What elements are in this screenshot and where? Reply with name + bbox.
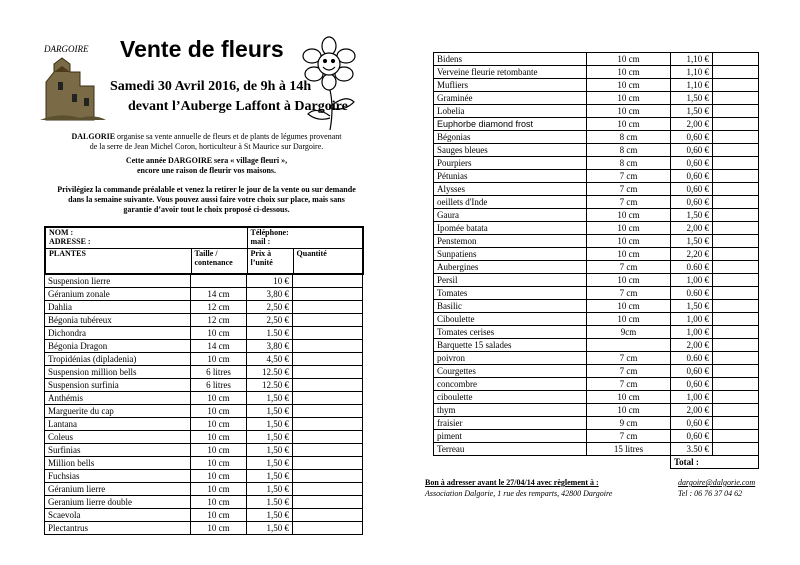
plant-name: Basilic [434,300,587,313]
plant-name: oeillets d'Inde [434,196,587,209]
quantity-cell[interactable] [293,457,363,470]
plant-size: 10 cm [191,392,247,405]
plant-price: 0,60 € [671,170,713,183]
quantity-cell[interactable] [713,222,759,235]
plant-price: 1,50 € [671,209,713,222]
plant-size: 10 cm [191,353,247,366]
plant-price: 0,60 € [671,196,713,209]
logo-text: DARGOIRE [44,44,89,54]
col-taille: Taille / contenance [191,249,247,275]
contact-email-link[interactable]: dargoire@dalgorie.com [678,478,756,487]
plant-size: 10 cm [587,222,671,235]
quantity-cell[interactable] [713,313,759,326]
table-row [45,405,363,418]
plant-price: 2,00 € [671,118,713,131]
plant-price: 1,50 € [247,483,293,496]
plant-size: 10 cm [191,418,247,431]
quantity-cell[interactable] [713,53,759,66]
quantity-cell[interactable] [713,144,759,157]
quantity-cell[interactable] [293,288,363,301]
quantity-cell[interactable] [713,365,759,378]
contact-field[interactable] [247,227,363,249]
footer-instructions: Bon à adresser avant le 27/04/14 avec règlement à : [425,478,599,487]
plant-size: 10 cm [191,470,247,483]
telephone-label: Téléphone: [250,228,289,237]
table-row [434,170,759,183]
col-plantes: PLANTES [45,249,191,275]
plant-name: Alysses [434,183,587,196]
quantity-cell[interactable] [293,392,363,405]
quantity-cell[interactable] [713,300,759,313]
plant-price: 12.50 € [247,366,293,379]
quantity-cell[interactable] [293,301,363,314]
intro-text-1a: organise sa vente annuelle de fleurs et de plants de légumes provenant [115,132,342,141]
plant-size: 12 cm [191,301,247,314]
plant-size: 10 cm [587,118,671,131]
table-row [45,301,363,314]
plant-name: Suspension surfinia [45,379,191,392]
plant-price: 0.60 € [671,261,713,274]
plant-size: 7 cm [587,183,671,196]
table-row [434,131,759,144]
plant-name: Suspension lierre [45,275,191,288]
plant-name: Ciboulette [434,313,587,326]
plant-name: concombre [434,378,587,391]
plant-size: 10 cm [191,431,247,444]
table-row [45,483,363,496]
plant-size: 7 cm [587,365,671,378]
plant-price: 0.60 € [671,352,713,365]
plant-name: Bégonia Dragon [45,340,191,353]
quantity-cell[interactable] [713,183,759,196]
plant-name: piment [434,430,587,443]
quantity-cell[interactable] [293,496,363,509]
plant-price: 0,60 € [671,144,713,157]
plant-size: 7 cm [587,430,671,443]
table-row [434,352,759,365]
plant-size: 14 cm [191,288,247,301]
plant-name: Terreau [434,443,587,456]
quantity-cell[interactable] [293,509,363,522]
table-row [434,430,759,443]
plant-size: 6 litres [191,366,247,379]
table-row [434,183,759,196]
plant-name: Euphorbe diamond frost [434,118,587,131]
plant-price: 1,50 € [671,300,713,313]
plant-name: Scaevola [45,509,191,522]
plant-size: 10 cm [587,92,671,105]
plant-name: Lantana [45,418,191,431]
plant-name: Bégonia tubéreux [45,314,191,327]
plant-price: 2,00 € [671,339,713,352]
plant-price: 4,50 € [247,353,293,366]
plant-size: 15 litres [587,443,671,456]
plant-price: 1,50 € [247,418,293,431]
intro-paragraph [44,132,369,152]
plant-size: 10 cm [191,496,247,509]
plant-size: 10 cm [587,274,671,287]
table-row [434,287,759,300]
plant-size: 8 cm [587,157,671,170]
plant-price: 1,50 € [247,444,293,457]
plant-price: 2,20 € [671,248,713,261]
intro-text-2b: encore une raison de fleurir vos maisons. [136,166,277,175]
table-row [45,470,363,483]
plant-size: 10 cm [587,53,671,66]
plant-size: 10 cm [191,457,247,470]
quantity-cell[interactable] [713,248,759,261]
table-row [45,418,363,431]
plant-price: 0,60 € [671,157,713,170]
quantity-cell[interactable] [293,353,363,366]
intro-text-3b: dans la semaine suivante. Vous pouvez aussi faire votre choix sur place, mais sans [68,195,345,204]
plant-price: 3,80 € [247,340,293,353]
total-field[interactable]: Total : [671,456,759,469]
table-row [45,509,363,522]
plant-price: 1,50 € [247,457,293,470]
plant-price: 1,50 € [247,522,293,535]
plant-price: 1,50 € [247,431,293,444]
plant-name: poivron [434,352,587,365]
table-row [434,391,759,404]
quantity-cell[interactable] [713,118,759,131]
quantity-cell[interactable] [713,92,759,105]
table-row [434,118,759,131]
intro-text-3c: garantie d’avoir tout le choix proposé ci-dessous. [123,205,290,214]
table-row [45,288,363,301]
plant-name: Lobelia [434,105,587,118]
quantity-cell[interactable] [293,366,363,379]
nom-label: NOM : [49,228,74,237]
plant-name: Suspension million bells [45,366,191,379]
plant-price: 0,60 € [671,365,713,378]
quantity-cell[interactable] [713,417,759,430]
plant-size: 7 cm [587,170,671,183]
plant-name: Anthémis [45,392,191,405]
table-row [434,209,759,222]
plant-size: 7 cm [587,261,671,274]
plant-name: Dichondra [45,327,191,340]
quantity-cell[interactable] [713,378,759,391]
table-row [434,326,759,339]
table-row [45,379,363,392]
table-row [434,378,759,391]
plant-name: Pétunias [434,170,587,183]
intro-text-3a: Privilégiez la commande préalable et venez la retirer le jour de la vente ou sur demande [57,185,356,194]
plant-name: ciboulette [434,391,587,404]
plant-size: 7 cm [587,378,671,391]
plant-name: fraisier [434,417,587,430]
plant-size: 6 litres [191,379,247,392]
quantity-cell[interactable] [713,352,759,365]
plant-size: 10 cm [191,327,247,340]
plant-price: 1,50 € [671,92,713,105]
left-price-table [44,274,363,535]
table-row [45,366,363,379]
plant-name: Gaura [434,209,587,222]
table-row [434,66,759,79]
table-row [434,105,759,118]
plant-name: Dahlia [45,301,191,314]
contact-phone: Tel : 06 76 37 04 62 [678,489,743,498]
quantity-cell[interactable] [293,340,363,353]
plant-price: 3,80 € [247,288,293,301]
page-title: Vente de fleurs [120,36,284,62]
org-name: DALGORIE [71,132,116,141]
plant-price: 12.50 € [247,379,293,392]
name-address-field[interactable] [45,227,247,249]
plant-size: 10 cm [587,404,671,417]
plant-size: 8 cm [587,131,671,144]
plant-name: Bégonias [434,131,587,144]
plant-price: 1,10 € [671,79,713,92]
plant-size: 12 cm [191,314,247,327]
quantity-cell[interactable] [293,275,363,288]
table-row [434,417,759,430]
plant-name: Pourpiers [434,157,587,170]
quantity-cell[interactable] [293,522,363,535]
table-row [434,261,759,274]
plant-size: 7 cm [587,287,671,300]
mail-label: mail : [250,237,271,246]
plant-size: 10 cm [191,483,247,496]
plant-size: 9 cm [587,417,671,430]
table-row [434,92,759,105]
quantity-cell[interactable] [713,430,759,443]
table-row [434,300,759,313]
plant-price: 1,00 € [671,391,713,404]
plant-name: Sauges bleues [434,144,587,157]
table-row [45,314,363,327]
table-row [434,53,759,66]
plant-name: Graminée [434,92,587,105]
quantity-cell[interactable] [713,339,759,352]
plant-size: 10 cm [191,522,247,535]
plant-name: Courgettes [434,365,587,378]
table-row [434,365,759,378]
col-quantite: Quantité [293,249,363,275]
plant-name: Sunpatiens [434,248,587,261]
table-row [434,157,759,170]
plant-price: 1,50 € [247,405,293,418]
quantity-cell[interactable] [293,379,363,392]
quantity-cell[interactable] [713,287,759,300]
plant-price: 1,10 € [671,66,713,79]
table-row [45,431,363,444]
plant-size: 10 cm [587,66,671,79]
plant-name: Mufliers [434,79,587,92]
table-row [434,144,759,157]
plant-price: 1.50 € [247,327,293,340]
table-row [45,340,363,353]
plant-price: 0.60 € [671,287,713,300]
table-row [45,457,363,470]
plant-size: 10 cm [191,509,247,522]
plant-name: Marguerite du cap [45,405,191,418]
plant-price: 1,50 € [247,470,293,483]
plant-name: Penstemon [434,235,587,248]
plant-name: Aubergines [434,261,587,274]
plant-name: Coleus [45,431,191,444]
order-form-header [44,226,364,275]
plant-name: Geranium lierre double [45,496,191,509]
plant-size: 10 cm [587,391,671,404]
village-logo [40,42,106,122]
plant-price: 1,50 € [247,509,293,522]
plant-name: Bidens [434,53,587,66]
quantity-cell[interactable] [293,470,363,483]
plant-name: Tomates [434,287,587,300]
quantity-cell[interactable] [713,196,759,209]
event-date: Samedi 30 Avril 2016, de 9h à 14h [110,79,312,94]
plant-name: Surfinias [45,444,191,457]
plant-size: 10 cm [587,105,671,118]
table-row [434,235,759,248]
quantity-cell[interactable] [713,209,759,222]
plant-size: 10 cm [587,209,671,222]
plant-size: 10 cm [191,405,247,418]
plant-price: 2,50 € [247,314,293,327]
quantity-cell[interactable] [293,314,363,327]
plant-size [191,275,247,288]
flower-drawing [300,36,358,132]
quantity-cell[interactable] [713,105,759,118]
quantity-cell[interactable] [713,157,759,170]
plant-price: 0,60 € [671,183,713,196]
plant-price: 2,00 € [671,404,713,417]
table-row [434,339,759,352]
plant-price: 1.50 € [247,496,293,509]
plant-price: 1,50 € [671,105,713,118]
table-row [434,222,759,235]
plant-price: 0,60 € [671,378,713,391]
plant-price: 10 € [247,275,293,288]
quantity-cell[interactable] [713,404,759,417]
plant-size: 14 cm [191,340,247,353]
plant-size: 10 cm [587,235,671,248]
plant-price: 1,10 € [671,53,713,66]
table-row [434,79,759,92]
plant-size: 10 cm [587,79,671,92]
plant-size: 7 cm [587,196,671,209]
plant-size: 7 cm [587,352,671,365]
total-row [434,456,759,469]
quantity-cell[interactable] [713,66,759,79]
table-row [434,196,759,209]
table-row [45,353,363,366]
plant-price: 3.50 € [671,443,713,456]
plant-name: Tomates cerises [434,326,587,339]
adresse-label: ADRESSE : [49,237,91,246]
footer-address: Association Dalgorie, 1 rue des remparts, 42800 Dargoire [425,489,613,498]
table-row [45,275,363,288]
plant-name: Géranium lierre [45,483,191,496]
plant-size: 10 cm [587,300,671,313]
right-price-table [433,52,759,469]
plant-price: 1,50 € [247,392,293,405]
plant-name: Tropidénias (dipladenia) [45,353,191,366]
intro-village [44,156,369,176]
plant-name: Géranium zonale [45,288,191,301]
plant-price: 1,50 € [671,235,713,248]
plant-size [587,339,671,352]
table-row [434,404,759,417]
intro-text-2a: Cette année DARGOIRE sera « village fleuri », [125,156,288,165]
table-row [45,444,363,457]
quantity-cell[interactable] [713,274,759,287]
quantity-cell[interactable] [713,261,759,274]
plant-name: Million bells [45,457,191,470]
plant-name: Plectantrus [45,522,191,535]
quantity-cell[interactable] [293,444,363,457]
plant-size: 10 cm [191,444,247,457]
quantity-cell[interactable] [713,326,759,339]
table-row [45,496,363,509]
plant-size: 9cm [587,326,671,339]
plant-price: 1,00 € [671,274,713,287]
plant-price: 2,50 € [247,301,293,314]
plant-size: 10 cm [587,248,671,261]
plant-name: Ipomée batata [434,222,587,235]
plant-price: 0,60 € [671,430,713,443]
plant-name: Barquette 15 salades [434,339,587,352]
plant-name: thym [434,404,587,417]
quantity-cell[interactable] [293,405,363,418]
col-prix: Prix à l’unité [247,249,293,275]
quantity-cell[interactable] [293,327,363,340]
table-row [45,392,363,405]
quantity-cell[interactable] [293,431,363,444]
plant-name: Verveine fleurie retombante [434,66,587,79]
table-row [434,274,759,287]
quantity-cell[interactable] [293,483,363,496]
plant-name: Persil [434,274,587,287]
plant-name: Fuchsias [45,470,191,483]
quantity-cell[interactable] [713,170,759,183]
quantity-cell[interactable] [713,235,759,248]
quantity-cell[interactable] [713,391,759,404]
table-row [45,327,363,340]
quantity-cell[interactable] [713,131,759,144]
plant-price: 0,60 € [671,131,713,144]
table-row [434,248,759,261]
event-place: devant l’Auberge Laffont à Dargoire [128,99,348,114]
plant-price: 0,60 € [671,417,713,430]
plant-size: 8 cm [587,144,671,157]
plant-price: 1,00 € [671,326,713,339]
quantity-cell[interactable] [293,418,363,431]
intro-text-1b: de la serre de Jean Michel Coron, horticulteur à St Maurice sur Dargoire. [89,142,324,151]
quantity-cell[interactable] [713,443,759,456]
table-row [434,443,759,456]
table-row [434,313,759,326]
quantity-cell[interactable] [713,79,759,92]
intro-order [44,185,369,215]
plant-price: 2,00 € [671,222,713,235]
table-row [45,522,363,535]
plant-size: 10 cm [587,313,671,326]
plant-price: 1,00 € [671,313,713,326]
